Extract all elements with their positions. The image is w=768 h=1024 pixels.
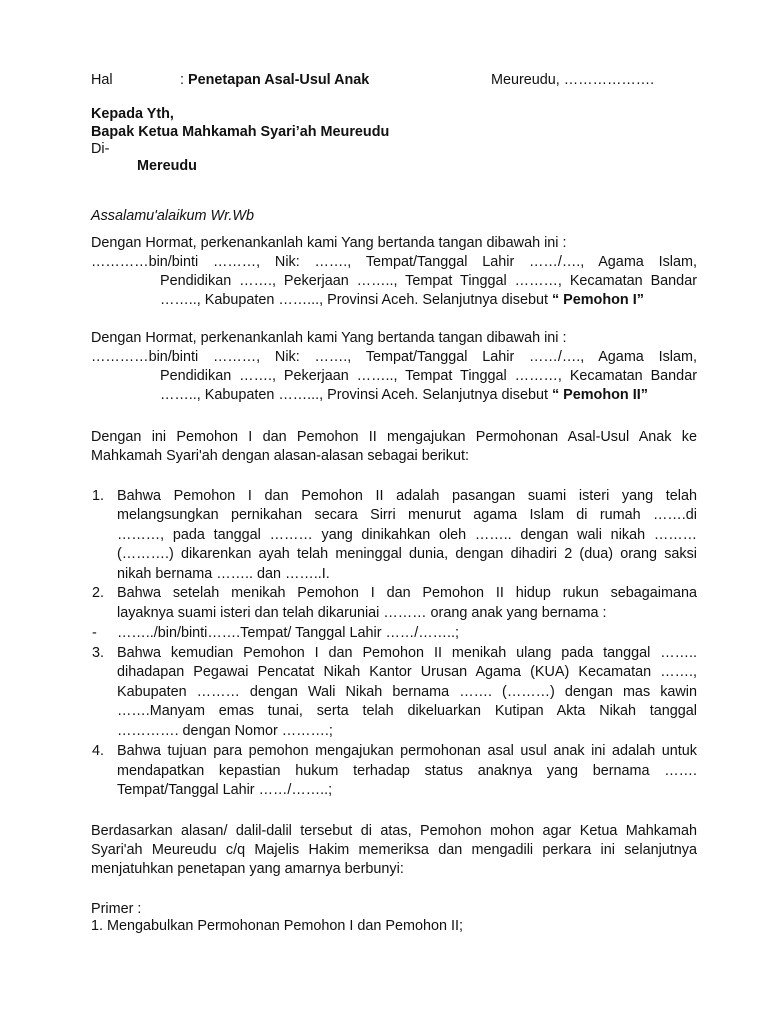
city: Mereudu — [137, 158, 197, 174]
child-line: ……../bin/binti…….Tempat/ Tanggal Lahir ……/……..; — [117, 625, 460, 641]
pemohon2-label: “ Pemohon II” — [551, 387, 648, 403]
applicant1-line2: Pendidikan ……., Pekerjaan …….., Tempat Tinggal ………, Kecamatan Bandar — [160, 273, 697, 289]
applicant2-intro: Dengan Hormat, perkenankanlah kami Yang bertanda tangan dibawah ini : — [91, 330, 567, 346]
reason1-line4: (……….) dikarenkan ayah telah meninggal dunia, dengan dihadiri 2 (dua) orang saksi — [117, 546, 697, 562]
reason4-line2: mendapatkan kepastian hukum terhadap status anaknya yang bernama ……. — [117, 763, 697, 779]
subject-prefix: : — [180, 72, 188, 88]
reason3-line4: …….Manyam emas tunai, serta telah dikeluarkan Kutipan Akta Nikah tanggal — [117, 703, 697, 719]
applicant2-line1: …………bin/binti ………, Nik: ……., Tempat/Tanggal Lahir ……/…., Agama Islam, — [91, 349, 697, 365]
petition-line2: Mahkamah Syari'ah dengan alasan-alasan sebagai berikut: — [91, 448, 469, 464]
applicant1-line1: …………bin/binti ………, Nik: ……., Tempat/Tanggal Lahir ……/…., Agama Islam, — [91, 254, 697, 270]
reason2-marker: 2. — [92, 585, 105, 601]
di-label: Di- — [91, 141, 110, 157]
conclusion-line2: Syari'ah Meureudu c/q Majelis Hakim memeriksa dan mengadili perkara ini selanjutnya — [91, 842, 697, 858]
reason1-line2: melangsungkan pernikahan secara Sirri menurut agama Islam di rumah …….di — [117, 507, 697, 523]
reason2-line1: Bahwa setelah menikah Pemohon I dan Pemohon II hidup rukun sebagaimana — [117, 585, 697, 601]
place-date: Meureudu, ………………. — [491, 72, 655, 88]
reason3-line3: Kabupaten ……… dengan Wali Nikah bernama ……. (………) dengan mas kawin — [117, 684, 697, 700]
hal-label: Hal — [91, 72, 113, 88]
reason1-line5: nikah bernama …….. dan ……..I. — [117, 566, 330, 582]
petition-line1: Dengan ini Pemohon I dan Pemohon II mengajukan Permohonan Asal-Usul Anak ke — [91, 429, 697, 445]
applicant2-line3-text: …….., Kabupaten ……..., Provinsi Aceh. Selanjutnya disebut — [160, 387, 552, 403]
reason3-line5: …………. dengan Nomor ……….; — [117, 723, 333, 739]
reason1-line3: ………, pada tanggal ……… yang dinikahkan oleh …….. dengan wali nikah ……… — [117, 527, 697, 543]
pemohon1-label: “ Pemohon I” — [551, 292, 644, 308]
greeting: Assalamu'alaikum Wr.Wb — [91, 208, 254, 224]
reason4-line3: Tempat/Tanggal Lahir ……/……..; — [117, 782, 333, 798]
child-marker: - — [92, 625, 97, 641]
reason3-marker: 3. — [92, 645, 105, 661]
reason3-line1: Bahwa kemudian Pemohon I dan Pemohon II menikah ulang pada tanggal …….. — [117, 645, 697, 661]
subject-line — [180, 71, 369, 91]
subject-text: Penetapan Asal-Usul Anak — [188, 72, 370, 88]
conclusion-line3: menjatuhkan penetapan yang amarnya berbunyi: — [91, 861, 404, 877]
reason1-marker: 1. — [92, 488, 105, 504]
primer-item1: 1. Mengabulkan Permohonan Pemohon I dan Pemohon II; — [91, 918, 464, 934]
applicant1-line3 — [160, 291, 720, 311]
applicant2-line3 — [160, 386, 720, 406]
primer-label: Primer : — [91, 901, 142, 917]
reason2-line2: layaknya suami isteri dan telah dikaruniai ……… orang anak yang bernama : — [117, 605, 607, 621]
reason3-line2: dihadapan Pegawai Pencatat Nikah Kantor Urusan Agama (KUA) Kecamatan ……., — [117, 664, 697, 680]
applicant1-intro: Dengan Hormat, perkenankanlah kami Yang bertanda tangan dibawah ini : — [91, 235, 567, 251]
applicant1-line3-text: …….., Kabupaten ……..., Provinsi Aceh. Selanjutnya disebut — [160, 292, 552, 308]
applicant2-line2: Pendidikan ……., Pekerjaan …….., Tempat Tinggal ………, Kecamatan Bandar — [160, 368, 697, 384]
reason4-line1: Bahwa tujuan para pemohon mengajukan permohonan asal usul anak ini adalah untuk — [117, 743, 697, 759]
reason1-line1: Bahwa Pemohon I dan Pemohon II adalah pasangan suami isteri yang telah — [117, 488, 697, 504]
kepada-yth: Kepada Yth, — [91, 106, 174, 122]
recipient: Bapak Ketua Mahkamah Syari’ah Meureudu — [91, 124, 390, 140]
conclusion-line1: Berdasarkan alasan/ dalil-dalil tersebut di atas, Pemohon mohon agar Ketua Mahkamah — [91, 823, 697, 839]
reason4-marker: 4. — [92, 743, 105, 759]
